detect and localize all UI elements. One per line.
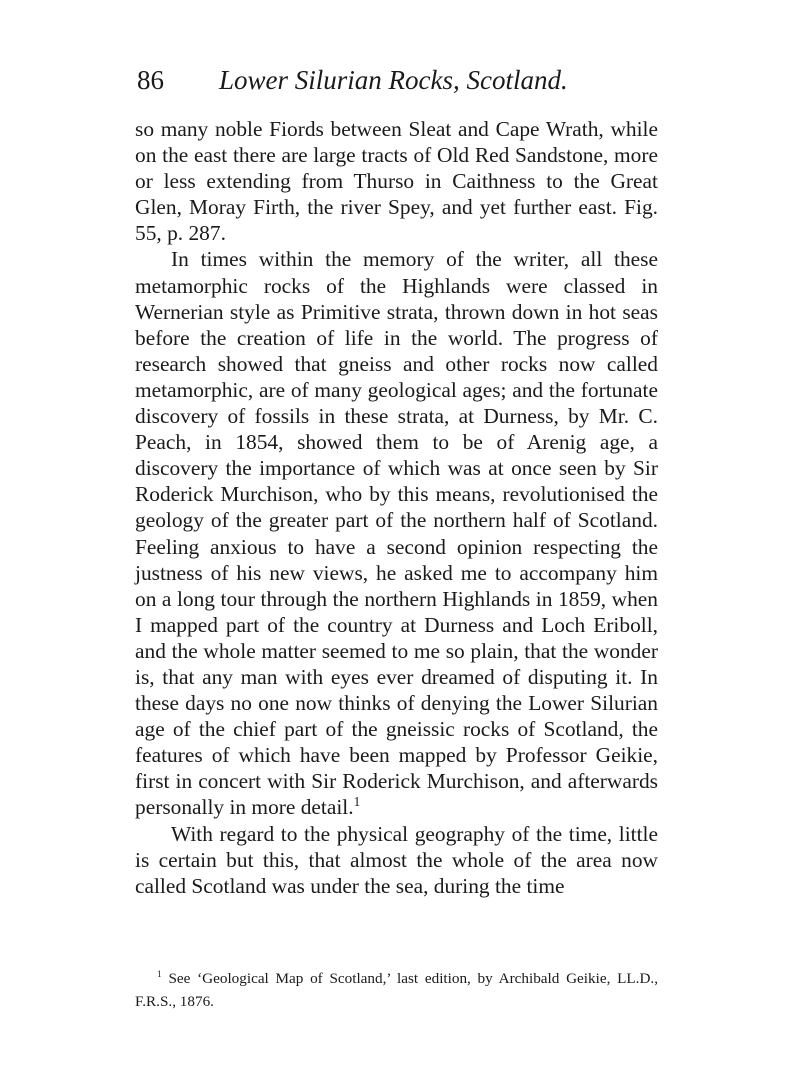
footnotes (135, 967, 658, 1013)
footnote-reference[interactable]: 1 (353, 794, 361, 810)
page-number: 86 (137, 65, 164, 95)
running-header (137, 58, 657, 102)
paragraph-1 (135, 116, 658, 246)
paragraph-2-text: In times within the memory of the writer, all these metamorphic rocks of the Highlands were classed in Wernerian style as Primitive strata, thrown down in hot seas before the creation of life in the world. The progress of research showed that gneiss and other rocks now called metamorphic, are of many geological ages; and the fortunate discovery of fossils in these strata, at Durness, by Mr. C. Peach, in 1854, showed them to be of Arenig age, a discovery the importance of which was at once seen by Sir Roderick Murchison, who by this means, revolutionised the geology of the greater part of the northern half of Scotland. Feeling anxious to have a second opinion respecting the justness of his new views, he asked me to accompany him on a long tour through the northern Highlands in 1859, when I mapped part of the country at Durness and Loch Eriboll, and the whole matter seemed to me so plain, that the wonder is, that any man with eyes ever dreamed of disputing it. In these days no one now thinks of denying the Lower Silurian age of the chief part of the gneissic rocks of Scotland, the features of which have been mapped by Professor Geikie, first in concert with Sir Roderick Murchison, and afterwards personally in more detail. (135, 247, 658, 820)
footnote-1 (135, 967, 658, 1013)
paragraph-1-text: so many noble Fiords between Sleat and Cape Wrath, while on the east there are large tracts of Old Red Sandstone, more or less extending from Thurso in Caithness to the Great Glen, Moray Firth, the river Spey, and yet further east. Fig. 55, p. 287. (135, 117, 658, 246)
running-title: Lower Silurian Rocks, Scotland. (219, 65, 568, 95)
paragraph-2 (135, 246, 658, 820)
body-text (135, 116, 658, 899)
footnote-text: See ‘Geological Map of Scotland,’ last edition, by Archibald Geikie, LL.D., F.R.S., 1876. (135, 970, 659, 1010)
paragraph-3-text: With regard to the physical geography of the time, little is certain but this, that almost the whole of the area now called Scotland was under the sea, during the time (135, 821, 658, 898)
footnote-marker: 1 (157, 969, 162, 980)
paragraph-3 (135, 821, 658, 899)
